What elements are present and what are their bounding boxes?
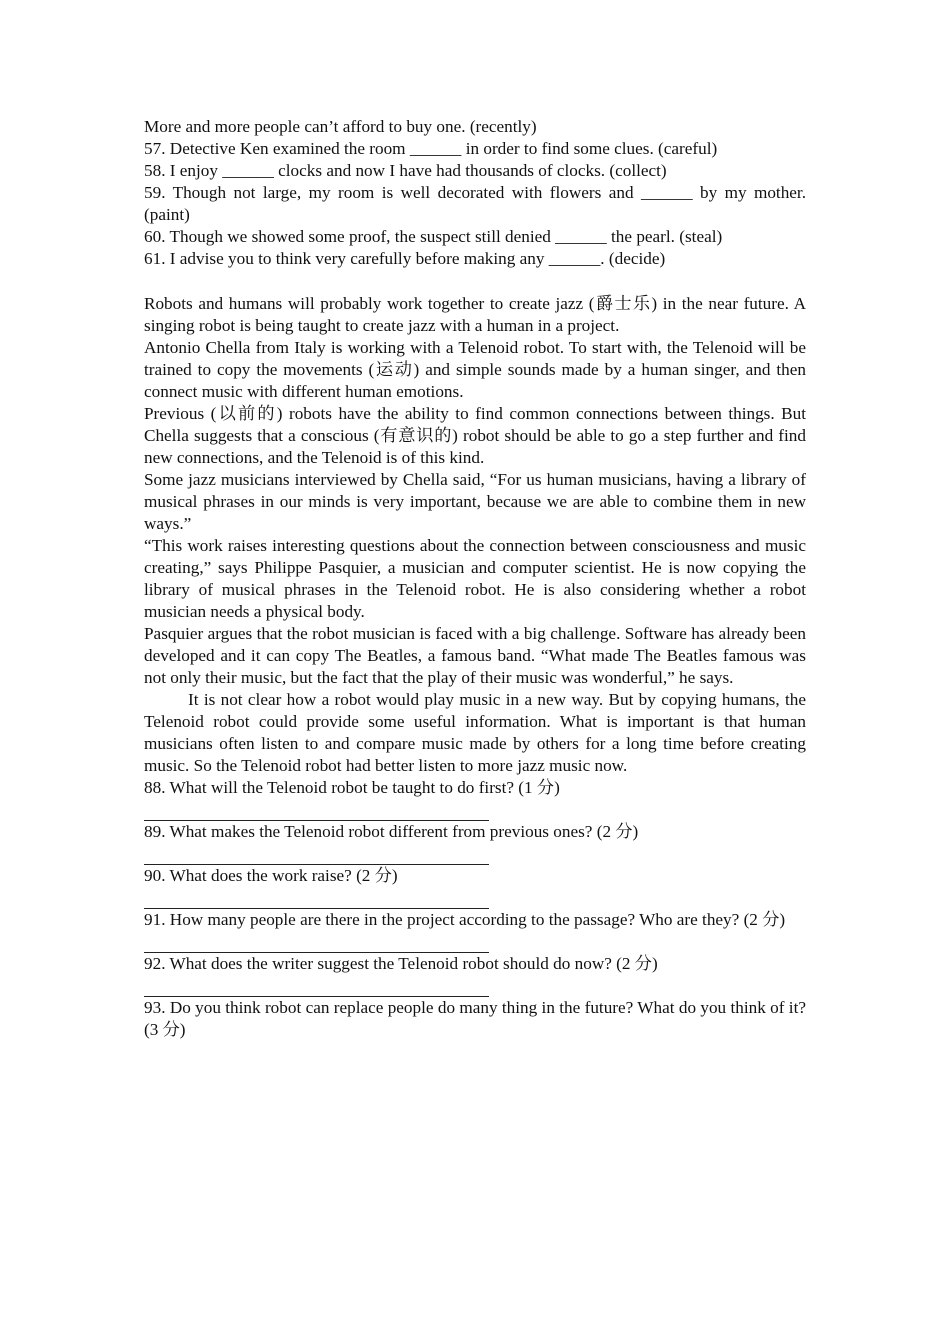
question-text: 91. How many people are there in the project according to the passage? Who are they? (2 分) bbox=[144, 910, 786, 929]
question-text: 89. What makes the Telenoid robot different from previous ones? (2 分) bbox=[144, 822, 639, 841]
exercise-item-58: 58. I enjoy ______ clocks and now I have had thousands of clocks. (collect) bbox=[144, 161, 667, 180]
exercise-item-60: 60. Though we showed some proof, the suspect still denied ______ the pearl. (steal) bbox=[144, 227, 723, 246]
exercise-item-57: 57. Detective Ken examined the room ______ in order to find some clues. (careful) bbox=[144, 139, 718, 158]
passage-paragraph: Pasquier argues that the robot musician is faced with a big challenge. Software has already been developed and it can copy The Beatles, a famous band. “What made The Beatles famous was not only their music, but the fact that the play of their music was wonderful,” he says. bbox=[144, 624, 806, 687]
section-gap bbox=[144, 270, 806, 293]
question-text: 92. What does the writer suggest the Telenoid robot should do now? (2 分) bbox=[144, 954, 658, 973]
question-88 bbox=[144, 777, 806, 821]
answer-line[interactable] bbox=[144, 843, 489, 865]
passage-paragraph: Antonio Chella from Italy is working with a Telenoid robot. To start with, the Telenoid will be trained to copy the movements (运动) and simple sounds made by a human singer, and then connect music with different human emotions. bbox=[144, 338, 806, 401]
exercise-line: More and more people can’t afford to buy one. (recently) bbox=[144, 117, 537, 136]
passage-paragraph: It is not clear how a robot would play music in a new way. But by copying humans, the Telenoid robot could provide some useful information. What is important is that human musicians often listen to and compare music made by others for a long time before creating music. So the Telenoid robot had better listen to more jazz music now. bbox=[144, 690, 806, 775]
answer-line[interactable] bbox=[144, 975, 489, 997]
exercise-item-61: 61. I advise you to think very carefully before making any ______. (decide) bbox=[144, 249, 666, 268]
exercise-section bbox=[144, 116, 806, 270]
passage-paragraph: Robots and humans will probably work together to create jazz (爵士乐) in the near future. A singing robot is being taught to create jazz with a human in a project. bbox=[144, 294, 806, 335]
exercise-item-59: 59. Though not large, my room is well decorated with flowers and ______ by my mother. (paint) bbox=[144, 183, 806, 224]
answer-line[interactable] bbox=[144, 887, 489, 909]
question-91 bbox=[144, 909, 806, 953]
passage-paragraph: Previous (以前的) robots have the ability to find common connections between things. But Chella suggests that a conscious (有意识的) robot should be able to go a step further and find new connections, and the Telenoid is of this kind. bbox=[144, 404, 806, 467]
question-93 bbox=[144, 997, 806, 1041]
document-page bbox=[144, 116, 806, 1041]
answer-line[interactable] bbox=[144, 799, 489, 821]
reading-passage bbox=[144, 293, 806, 777]
passage-paragraph: Some jazz musicians interviewed by Chella said, “For us human musicians, having a library of musical phrases in our minds is very important, because we are able to combine them in new ways.” bbox=[144, 470, 806, 533]
question-92 bbox=[144, 953, 806, 997]
question-text: 90. What does the work raise? (2 分) bbox=[144, 866, 398, 885]
question-text: 93. Do you think robot can replace people do many thing in the future? What do you think of it? (3 分) bbox=[144, 998, 806, 1039]
question-90 bbox=[144, 865, 806, 909]
answer-line[interactable] bbox=[144, 931, 489, 953]
question-text: 88. What will the Telenoid robot be taught to do first? (1 分) bbox=[144, 778, 560, 797]
question-89 bbox=[144, 821, 806, 865]
passage-paragraph: “This work raises interesting questions about the connection between consciousness and music creating,” says Philippe Pasquier, a musician and computer scientist. He is now copying the library of musical phrases in the Telenoid robot. He is also considering whether a robot musician needs a physical body. bbox=[144, 536, 806, 621]
questions-section bbox=[144, 777, 806, 1041]
